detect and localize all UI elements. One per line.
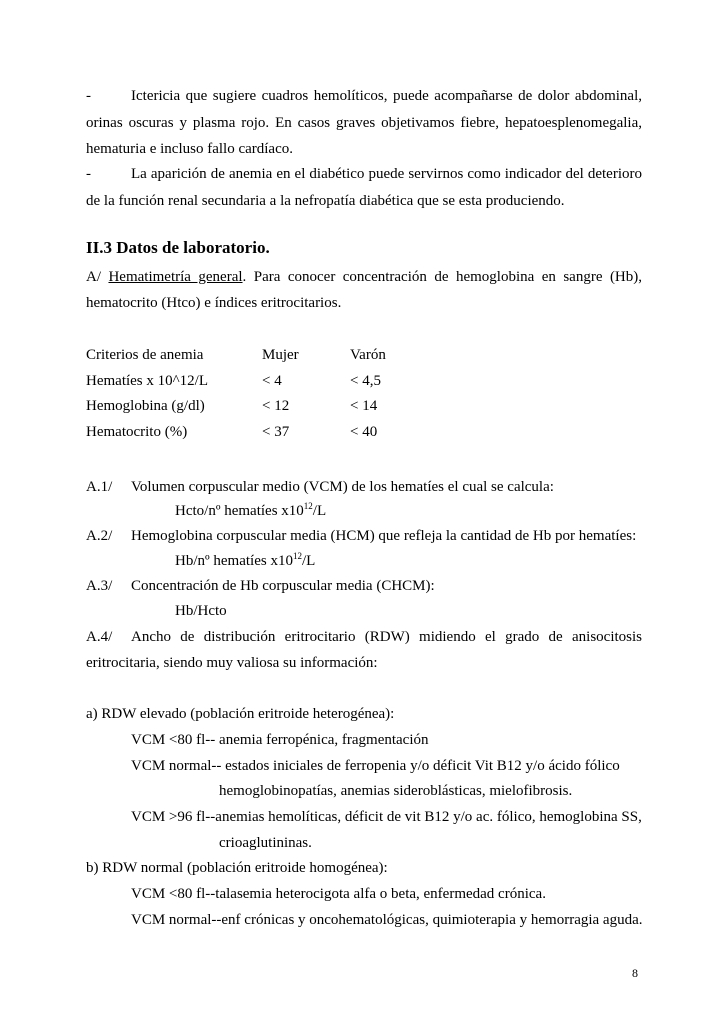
rdw-heading: b) RDW normal (población eritroide homogénea): <box>86 860 388 876</box>
rdw-item: VCM normal-- estados iniciales de ferropenia y/o déficit Vit B12 y/o ácido fólico <box>131 758 620 774</box>
a-prefix: A/ <box>86 269 101 285</box>
rdw-item: VCM <80 fl--talasemia heterocigota alfa o beta, enfermedad crónica. <box>131 886 546 902</box>
formula-text: /L <box>301 553 316 569</box>
table-cell: < 14 <box>350 398 378 414</box>
table-header: Varón <box>350 347 386 363</box>
table-cell: Hemoglobina (g/dl) <box>86 398 205 414</box>
list-dash: - <box>86 88 91 104</box>
rdw-item: VCM normal--enf crónicas y oncohematológicas, quimioterapia y hemorragia aguda. <box>131 912 643 928</box>
index-text: Volumen corpuscular medio (VCM) de los hematíes el cual se calcula: <box>131 479 554 495</box>
formula-text: Hb/nº hematíes x10 <box>175 553 293 569</box>
table-header: Criterios de anemia <box>86 347 204 363</box>
rdw-heading: a) RDW elevado (población eritroide heterogénea): <box>86 706 395 722</box>
formula-exponent: 12 <box>292 551 302 561</box>
index-text-continued: eritrocitaria, siendo muy valiosa su información: <box>86 655 378 671</box>
table-header: Mujer <box>262 347 299 363</box>
hematimetria-underlined: Hematimetría general <box>108 269 243 285</box>
paragraph-line: orinas oscuras y plasma rojo. En casos graves objetivamos fiebre, hepatoesplenomegalia, <box>86 115 642 131</box>
index-text: Concentración de Hb corpuscular media (CHCM): <box>131 578 435 594</box>
a-rest: . Para conocer concentración de hemoglobina en sangre (Hb), <box>242 269 643 285</box>
index-label: A.4/ <box>86 629 113 645</box>
index-label: A.2/ <box>86 528 113 544</box>
index-formula <box>175 502 326 520</box>
index-text: Hemoglobina corpuscular media (HCM) que refleja la cantidad de Hb por hematíes: <box>131 528 637 544</box>
paragraph-line: de la función renal secundaria a la nefropatía diabética que se esta produciendo. <box>86 193 565 209</box>
index-text: Ancho de distribución eritrocitario (RDW) midiendo el grado de anisocitosis <box>131 629 642 645</box>
index-formula: Hb/Hcto <box>175 603 227 619</box>
paragraph-line: Ictericia que sugiere cuadros hemolíticos, puede acompañarse de dolor abdominal, <box>131 88 642 104</box>
paragraph-line: La aparición de anemia en el diabético puede servirnos como indicador del deterioro <box>131 166 642 182</box>
paragraph-line: hematuria e incluso fallo cardíaco. <box>86 141 293 157</box>
table-cell: < 4,5 <box>350 373 381 389</box>
formula-exponent: 12 <box>303 501 313 511</box>
formula-text: Hcto/nº hematíes x10 <box>175 503 304 519</box>
table-cell: < 12 <box>262 398 290 414</box>
table-cell: < 4 <box>262 373 282 389</box>
paragraph-line: hematocrito (Htco) e índices eritrocitarios. <box>86 295 342 311</box>
index-label: A.3/ <box>86 578 113 594</box>
rdw-item-continued: crioaglutininas. <box>219 835 312 851</box>
index-formula <box>175 552 315 570</box>
section-heading: II.3 Datos de laboratorio. <box>86 238 270 257</box>
table-cell: < 40 <box>350 424 378 440</box>
table-cell: < 37 <box>262 424 290 440</box>
table-cell: Hematíes x 10^12/L <box>86 373 209 389</box>
formula-text: /L <box>312 503 327 519</box>
rdw-item: VCM <80 fl-- anemia ferropénica, fragmentación <box>131 732 429 748</box>
index-label: A.1/ <box>86 479 113 495</box>
list-dash: - <box>86 166 91 182</box>
rdw-item: VCM >96 fl--anemias hemolíticas, déficit de vit B12 y/o ac. fólico, hemoglobina SS, <box>131 809 642 825</box>
page-number: 8 <box>632 966 638 980</box>
paragraph-line <box>86 268 642 286</box>
rdw-item-continued: hemoglobinopatías, anemias sideroblásticas, mielofibrosis. <box>219 783 573 799</box>
table-cell: Hematocrito (%) <box>86 424 188 440</box>
